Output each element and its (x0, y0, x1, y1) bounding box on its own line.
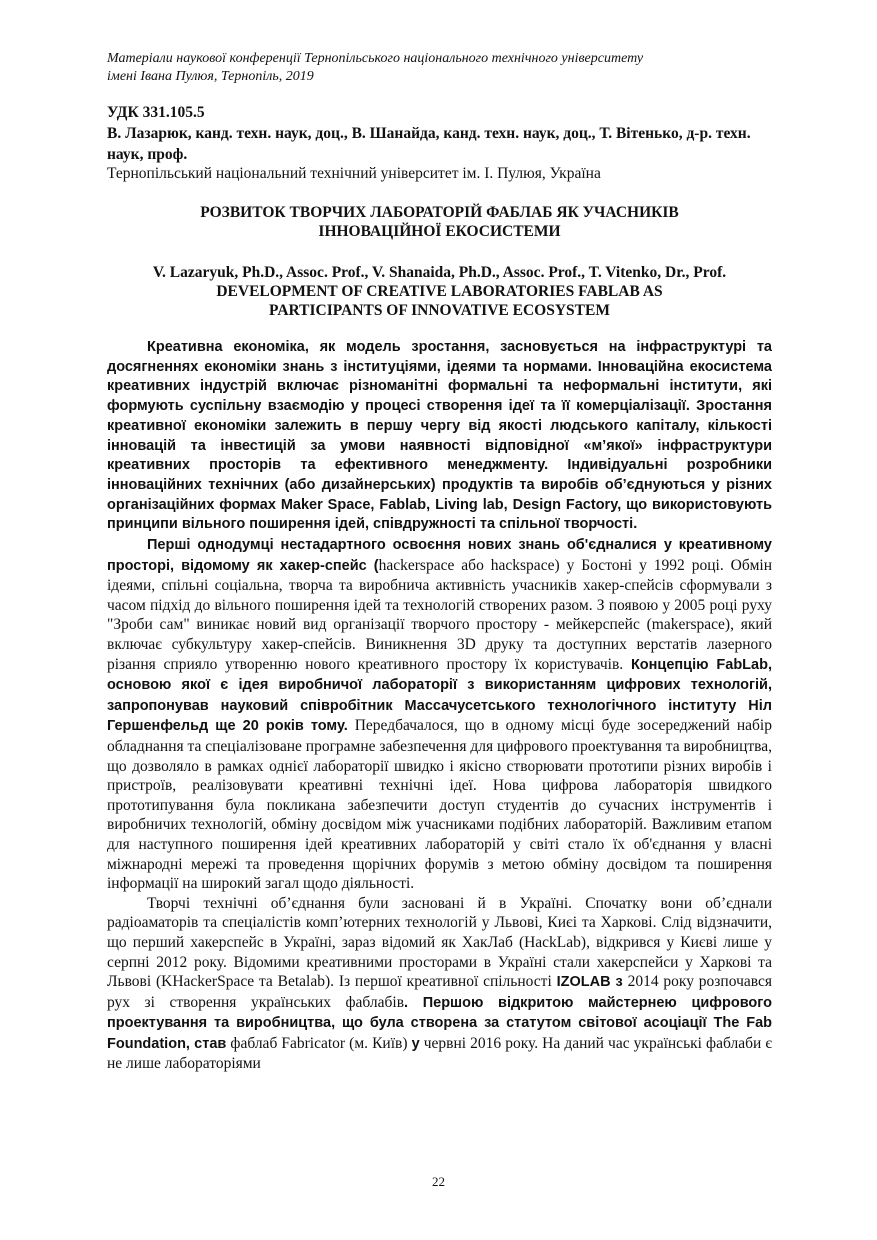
abstract-paragraph: Креативна економіка, як модель зростання, засновується на інфраструктурі та досягненнях економіки знань з інституціями, ідеями та нормами. Інноваційна екосистема креативних індустрій включає різноманітні формальні та неформальні інститути, які формують суспільну взаємодію у процесі створення ідеї та її комерціалізації. Зростання креативної економіки залежить в першу чергу від якості людського капіталу, кількості інновацій та інвестицій за умови наявності відповідної «м’якої» інфраструктури креативних просторів та ефективного менеджменту. Індивідуальні розробники інноваційних технічних (або дизайнерських) продуктів та виробів об’єднуються у різних організаційних формах Maker Space, Fablab, Living lab, Design Factory, що використовують принципи вільного поширення ідей, співдружності та спільної творчості. (107, 339, 772, 533)
paragraph-3-text-4: червні 2016 року. На даний час українські фаблаби є не лише лабораторіями (107, 1034, 772, 1073)
header-line-1: Матеріали наукової конференції Тернопільського національного технічного університету (107, 51, 644, 66)
authors-en: V. Lazaryuk, Ph.D., Assoc. Prof., V. Shanaida, Ph.D., Assoc. Prof., T. Vitenko, Dr., Prof. (152, 264, 727, 281)
conference-header (107, 50, 787, 86)
paragraph-3 (107, 894, 772, 1074)
paragraph-3-text-1: Творчі технічні об’єднання були засновані й в Україні. Спочатку вони об’єднали радіоаматорів та спеціалістів комп’ютерних технологій у Львові, Києі та Харкові. Слід відзначити, що перший хакерспейс в Україні, зараз відомий як ХакЛаб (HackLab), відкрився у Києві лише у серпні 2012 року. Відомими креативними просторами в Україні стали хакерспейси у Харкові та Львові (KHackerSpace та Betalab). Із першої креативної спільності (107, 894, 772, 991)
udk-code: УДК 331.105.5 (107, 104, 205, 121)
title-en-line-2: PARTICIPANTS OF INNOVATIVE ECOSYSTEM (269, 302, 610, 319)
affiliation: Тернопільський національний технічний університет ім. І. Пулюя, Україна (107, 165, 601, 182)
paragraph-3-bold-2: . Першою відкритою майстернею цифрового проектування та виробництва, що була створена за статутом світової асоціації The Fab Foundation, став (107, 994, 772, 1052)
paragraph-3-text-3: фаблаб Fabricator (м. Київ) (226, 1034, 412, 1052)
paragraph-3-bold-3: у (411, 1035, 420, 1052)
english-block (107, 263, 772, 320)
paragraph-2-text-2: Передбачалося, що в одному місці буде зосереджений набір обладнання та спеціалізоване програмне забезпечення для цифрового проектування та виробництва, що дозволяло в рамках однієї лабораторії швидко і якісно створювати прототипи різних виробів і пристроїв, реалізовувати креативні технічні ідеї. Нова цифрова лабораторія швидкого прототипування була покликана забезпечити доступ студентів до сучасних інструментів і виробничих технологій, обміну досвідом між учасниками подібних лабораторій. Важливим етапом для наступного поширення ідей креативних лабораторій у світі стало їх об'єднання у власні міжнародні мережі та проведення щорічних форумів з метою обміну досвідом та поширення інформації на широкий загал щодо діяльності. (107, 717, 773, 893)
paragraph-2-bold-1: Перші однодумці нестадартного освоєння нових знань об'єдналися у креативному просторі, відомому як хакер-спейс ( (107, 537, 772, 574)
page-number: 22 (432, 1174, 445, 1189)
paragraph-2-text-1: hackerspace або hackspace) у Бостоні у 1992 році. Обмін ідеями, спільні соціальна, творча та виробнича активність учасників хакер-спейсів сформували з часом підхід до вільного поширення ідей та технологій створених разом. З появою у 2005 році руху "Зроби сам" виникає новий вид організації творчого простору - мейкерспейс (makerspace), який включає субкультуру хакер-спейсів. Виникнення 3D друку та доступних верстатів лазерного різання сприяло утворенню нового креативного простору їх користувачів. (107, 556, 772, 673)
paragraph-2-bold-2: Концепцію FabLab, основою якої є ідея виробничої лабораторії з використанням цифрових технологій, запропонував науковий співробітник Массачусетського технологічного інституту Ніл Гершенфельд ще 20 років тому. (107, 656, 772, 735)
title-en-line-1: DEVELOPMENT OF CREATIVE LABORATORIES FABLAB AS (216, 283, 663, 300)
header-line-2: імені Івана Пулюя, Тернопіль, 2019 (107, 69, 314, 84)
title-ua (107, 203, 772, 241)
title-ua-line-2: ІННОВАЦІЙНОЇ ЕКОСИСТЕМИ (318, 223, 561, 240)
authors-ua: В. Лазарюк, канд. техн. наук, доц., В. Шанайда, канд. техн. наук, доц., Т. Вітенько, д-р. техн. наук, проф. (107, 125, 751, 163)
paragraph-3-bold-1: IZOLAB з (556, 974, 623, 991)
title-ua-line-1: РОЗВИТОК ТВОРЧИХ ЛАБОРАТОРІЙ ФАБЛАБ ЯК УЧАСНИКІВ (200, 204, 679, 221)
body-text (107, 338, 772, 1074)
paragraph-3-text-2: 2014 року розпочався рух зі створення українських фаблабів (107, 973, 772, 1011)
paragraph-2 (107, 535, 772, 894)
